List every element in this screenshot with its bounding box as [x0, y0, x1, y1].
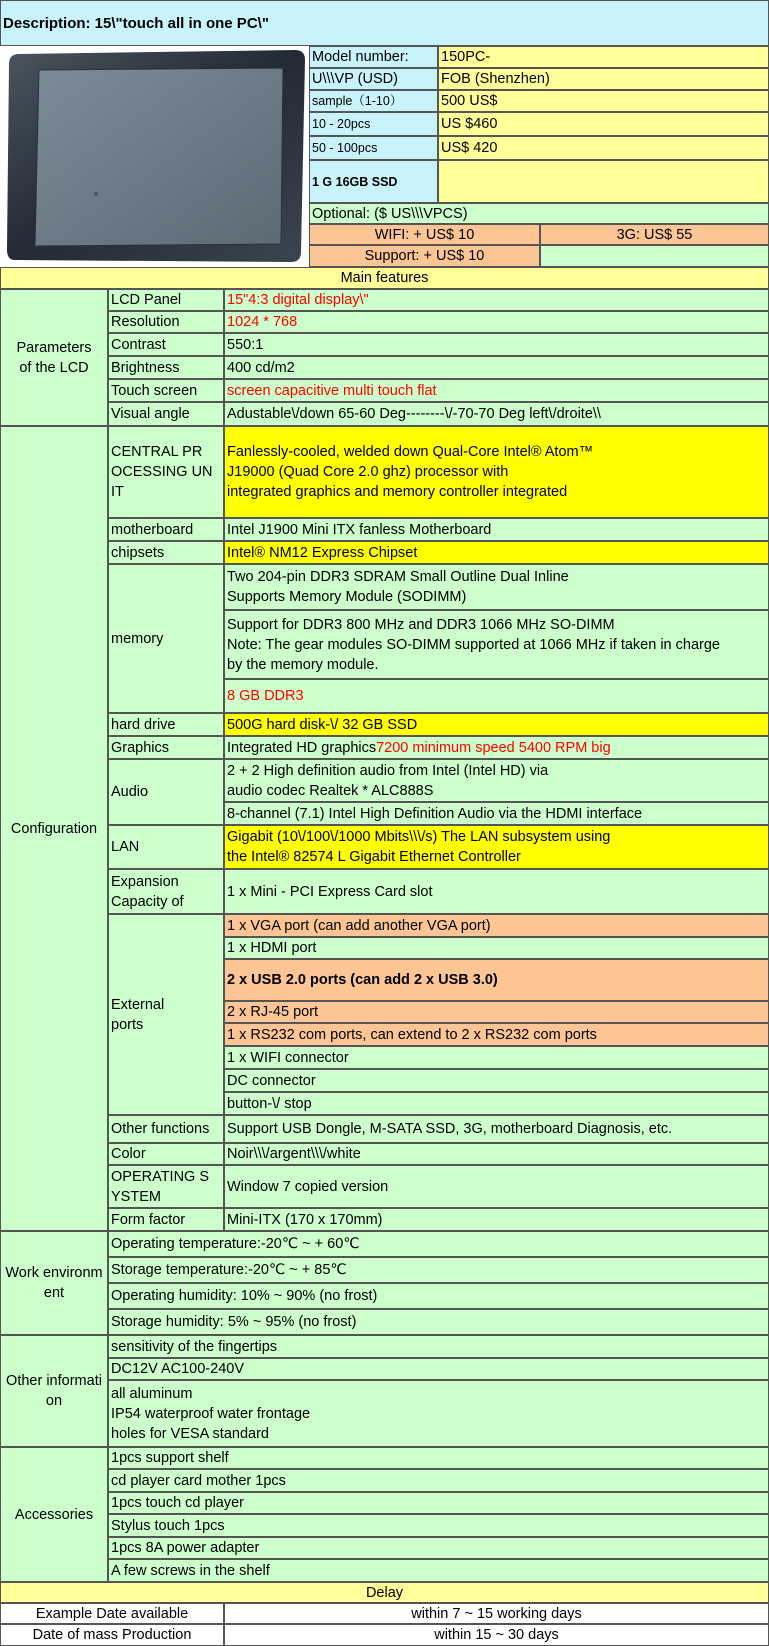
optional-support: Support: + US$ 10	[309, 245, 540, 267]
pricing-label-10-20: 10 - 20pcs	[309, 112, 438, 136]
motherboard-label: motherboard	[108, 518, 224, 541]
external-ports-label: External ports	[108, 914, 224, 1115]
operating-humidity: Operating humidity: 10% ~ 90% (no frost)	[108, 1283, 769, 1309]
group-lcd-parameters: Parameters of the LCD	[0, 289, 108, 426]
audio-hdmi-value: 8-channel (7.1) Intel High Definition Audio via the HDMI interface	[224, 802, 769, 825]
memory-size-value: 8 GB DDR3	[224, 679, 769, 713]
memory-label: memory	[108, 564, 224, 713]
port-hdmi: 1 x HDMI port	[224, 937, 769, 959]
contrast-label: Contrast	[108, 333, 224, 356]
group-other-information: Other informati on	[0, 1335, 108, 1447]
chipsets-value: Intel® NM12 Express Chipset	[224, 541, 769, 564]
port-vga: 1 x VGA port (can add another VGA port)	[224, 914, 769, 937]
accessory-stylus: Stylus touch 1pcs	[108, 1514, 769, 1537]
other-info-power: DC12V AC100-240V	[108, 1358, 769, 1380]
os-label: OPERATING S YSTEM	[108, 1165, 224, 1208]
graphics-label: Graphics	[108, 736, 224, 759]
port-rs232: 1 x RS232 com ports, can extend to 2 x RS232 com ports	[224, 1023, 769, 1046]
audio-codec-value: 2 + 2 High definition audio from Intel (Intel HD) via audio codec Realtek * ALC888S	[224, 759, 769, 802]
pricing-label-model: Model number:	[309, 46, 438, 68]
expansion-label: Expansion Capacity of	[108, 869, 224, 914]
visual-angle-value: Adustable\/down 65-60 Deg--------\/-70-70 Deg left\/droite\\	[224, 402, 769, 426]
pricing-value-sample: 500 US$	[438, 90, 769, 112]
accessory-adapter: 1pcs 8A power adapter	[108, 1537, 769, 1559]
memory-support-value: Support for DDR3 800 MHz and DDR3 1066 MHz SO-DIMM Note: The gear modules SO-DIMM supported at 1066 MHz if taken in charge by the memory module.	[224, 610, 769, 679]
accessory-touch-cd: 1pcs touch cd player	[108, 1492, 769, 1514]
optional-wifi: WIFI: + US$ 10	[309, 224, 540, 245]
pricing-value-ssd	[438, 160, 769, 203]
visual-angle-label: Visual angle	[108, 402, 224, 426]
audio-label: Audio	[108, 759, 224, 825]
resolution-value: 1024 * 768	[224, 311, 769, 333]
pricing-value-model: 150PC-	[438, 46, 769, 68]
port-dc: DC connector	[224, 1069, 769, 1092]
port-usb: 2 x USB 2.0 ports (can add 2 x USB 3.0)	[224, 959, 769, 1001]
hard-drive-value: 500G hard disk-\/ 32 GB SSD	[224, 713, 769, 736]
main-features-header: Main features	[0, 267, 769, 289]
hard-drive-label: hard drive	[108, 713, 224, 736]
optional-3g: 3G: US$ 55	[540, 224, 769, 245]
lcd-panel-value: 15"4:3 digital display\"	[224, 289, 769, 311]
brightness-value: 400 cd/m2	[224, 356, 769, 379]
other-functions-label: Other functions	[108, 1115, 224, 1143]
graphics-value	[224, 736, 769, 759]
pricing-label-unit-price: U\\\VP (USD)	[309, 68, 438, 90]
lan-value: Gigabit (10\/100\/1000 Mbits\\\/s) The LAN subsystem using the Intel® 82574 L Gigabit Ethernet Controller	[224, 825, 769, 869]
description-title	[0, 0, 769, 46]
optional-title: Optional: ($ US\\\VPCS)	[309, 203, 769, 224]
delay-sample-label: Example Date available	[0, 1603, 224, 1624]
pricing-label-sample: sample（1-10）	[309, 90, 438, 112]
port-button: button-\/ stop	[224, 1092, 769, 1115]
expansion-value: 1 x Mini - PCI Express Card slot	[224, 869, 769, 914]
lan-label: LAN	[108, 825, 224, 869]
storage-temperature: Storage temperature:-20℃ ~ + 85℃	[108, 1257, 769, 1283]
pricing-value-50-100: US$ 420	[438, 136, 769, 160]
port-rj45: 2 x RJ-45 port	[224, 1001, 769, 1023]
pricing-label-ssd: 1 G 16GB SSD	[309, 160, 438, 203]
group-configuration: Configuration	[0, 426, 108, 1231]
accessory-screws: A few screws in the shelf	[108, 1559, 769, 1582]
operating-temperature: Operating temperature:-20℃ ~ + 60℃	[108, 1231, 769, 1257]
os-value: Window 7 copied version	[224, 1165, 769, 1208]
storage-humidity: Storage humidity: 5% ~ 95% (no frost)	[108, 1309, 769, 1335]
cpu-value: Fanlessly-cooled, welded down Qual-Core Intel® Atom™ J19000 (Quad Core 2.0 ghz) processor with integrated graphics and memory controller integrated	[224, 426, 769, 518]
accessory-cd-card: cd player card mother 1pcs	[108, 1469, 769, 1492]
port-wifi: 1 x WIFI connector	[224, 1046, 769, 1069]
accessory-shelf: 1pcs support shelf	[108, 1447, 769, 1469]
other-info-housing: all aluminum IP54 waterproof water frontage holes for VESA standard	[108, 1380, 769, 1447]
pricing-value-10-20: US $460	[438, 112, 769, 136]
delay-sample-value: within 7 ~ 15 working days	[224, 1603, 769, 1624]
optional-empty-cell	[540, 245, 769, 267]
graphics-value-main: Integrated HD graphics	[227, 739, 377, 756]
cpu-label: CENTRAL PR OCESSING UN IT	[108, 426, 224, 518]
delay-mass-label: Date of mass Production	[0, 1624, 224, 1646]
group-accessories: Accessories	[0, 1447, 108, 1582]
touch-pc-image	[1, 46, 309, 268]
form-factor-value: Mini-ITX (170 x 170mm)	[224, 1208, 769, 1231]
resolution-label: Resolution	[108, 311, 224, 333]
pricing-label-50-100: 50 - 100pcs	[309, 136, 438, 160]
lcd-panel-label: LCD Panel	[108, 289, 224, 311]
other-info-sensitivity: sensitivity of the fingertips	[108, 1335, 769, 1358]
product-photo	[1, 46, 309, 268]
color-label: Color	[108, 1143, 224, 1165]
memory-dimm-value: Two 204-pin DDR3 SDRAM Small Outline Dual Inline Supports Memory Module (SODIMM)	[224, 564, 769, 610]
color-value: Noir\\\/argent\\\/white	[224, 1143, 769, 1165]
chipsets-label: chipsets	[108, 541, 224, 564]
delay-header: Delay	[0, 1582, 769, 1603]
description-text: Description: 15\"touch all in one PC\"	[3, 14, 269, 32]
brightness-label: Brightness	[108, 356, 224, 379]
motherboard-value: Intel J1900 Mini ITX fanless Motherboard	[224, 518, 769, 541]
delay-mass-value: within 15 ~ 30 days	[224, 1624, 769, 1646]
group-work-environment: Work environm ent	[0, 1231, 108, 1335]
contrast-value: 550:1	[224, 333, 769, 356]
pricing-value-fob: FOB (Shenzhen)	[438, 68, 769, 90]
form-factor-label: Form factor	[108, 1208, 224, 1231]
touch-screen-label: Touch screen	[108, 379, 224, 402]
other-functions-value: Support USB Dongle, M-SATA SSD, 3G, motherboard Diagnosis, etc.	[224, 1115, 769, 1143]
graphics-value-red: 7200 minimum speed 5400 RPM big	[376, 739, 611, 756]
touch-screen-value: screen capacitive multi touch flat	[224, 379, 769, 402]
